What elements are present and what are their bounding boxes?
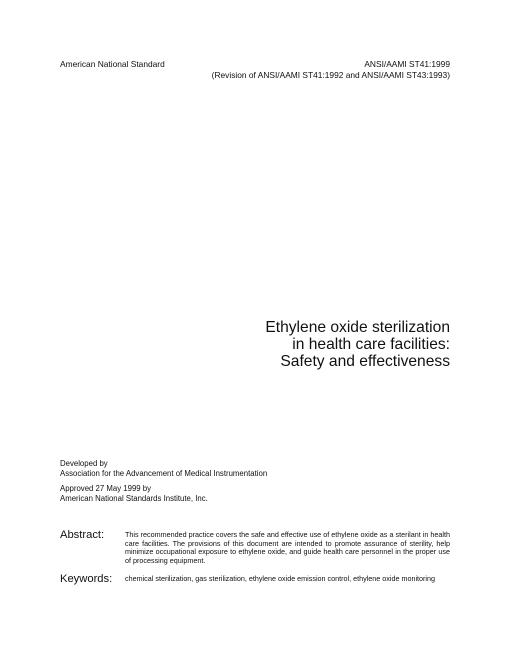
standard-designation-block xyxy=(212,59,450,81)
approved-label: Approved 27 May 1999 by xyxy=(60,484,152,493)
standard-type-label: American National Standard xyxy=(60,59,165,69)
title-line-2: in health care facilities: xyxy=(292,336,450,353)
summary-section xyxy=(60,529,450,585)
abstract-text: This recommended practice covers the safe and effective use of ethylene oxide as a sterilant in health care facilities. The provisions of this document are intended to promote assurance of sterility, help minimize occupational exposure to ethylene oxide, and guide health care personnel in the proper use of processing equipment. xyxy=(125,530,450,566)
developed-by-label: Developed by xyxy=(60,459,108,468)
abstract-row xyxy=(60,529,450,566)
keywords-label: Keywords: xyxy=(60,572,113,585)
development-info xyxy=(60,459,267,503)
keywords-text: chemical sterilization, gas sterilization, ethylene oxide emission control, ethylene oxide monitoring xyxy=(125,573,436,583)
title-line-3: Safety and effectiveness xyxy=(280,353,450,370)
title-line-1: Ethylene oxide sterilization xyxy=(265,319,450,336)
standard-designation: ANSI/AAMI ST41:1999 xyxy=(364,59,450,69)
abstract-label: Abstract: xyxy=(60,529,105,541)
keywords-row xyxy=(60,573,450,585)
developer-name: Association for the Advancement of Medical Instrumentation xyxy=(60,468,268,478)
document-title xyxy=(265,319,450,370)
revision-note: (Revision of ANSI/AAMI ST41:1992 and ANSI/AAMI ST43:1993) xyxy=(211,70,450,80)
approver-name: American National Standards Institute, Inc. xyxy=(60,493,208,503)
